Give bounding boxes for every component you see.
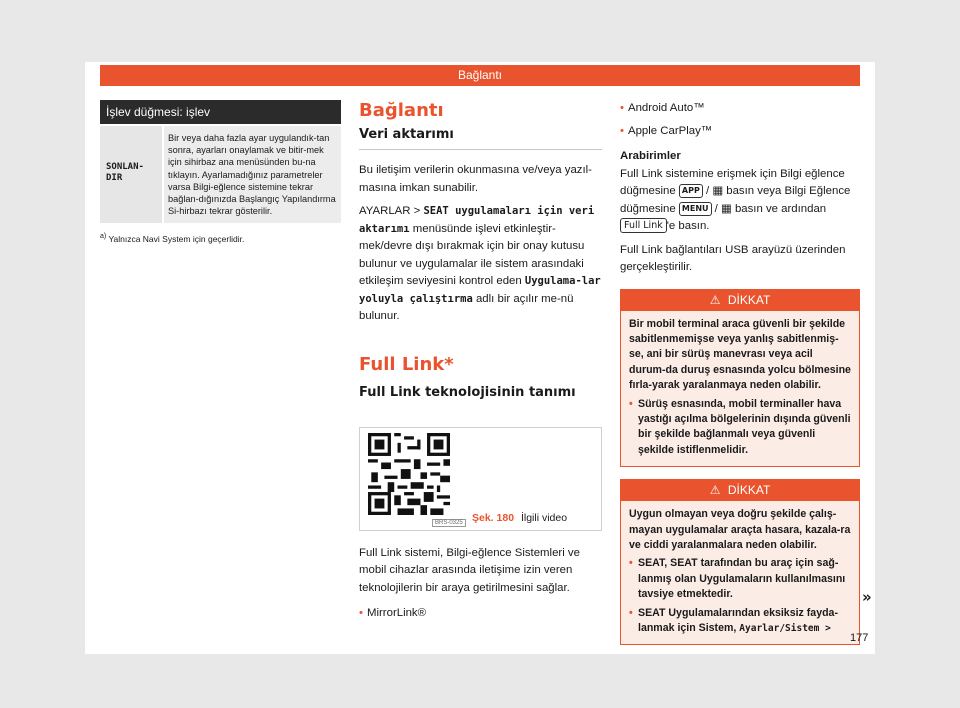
continue-arrow-icon: » xyxy=(862,588,872,606)
footnote xyxy=(100,233,341,244)
app-key-icon: APP xyxy=(679,184,703,198)
warning-title: DİKKAT xyxy=(727,483,771,498)
footnote-mark: a) xyxy=(100,233,107,241)
warning-title: DİKKAT xyxy=(727,292,771,307)
section-header-bar: Bağlantı xyxy=(100,65,860,86)
warning-triangle-icon: ⚠ xyxy=(709,483,721,498)
text: Full Link sistemine erişmek için Bilgi eğlence düğmesine xyxy=(620,167,845,197)
text: / xyxy=(711,202,722,215)
menu-key-icon: MENU xyxy=(679,202,712,216)
paragraph xyxy=(359,203,602,326)
text: menüsünde işlevi etkinleştir-mek/devre dışı bırakmak için bir onay kutusu bulunur ve uygulamalar ile sistem arasındaki etkileşim seviyesini kontrol eden xyxy=(359,222,585,287)
subsection-title-full-link-tanimi: Full Link teknolojisinin tanımı xyxy=(359,384,576,400)
warning-triangle-icon: ⚠ xyxy=(709,292,721,307)
column-3 xyxy=(620,100,860,645)
warning-text: Bir mobil terminal araca güvenli bir şekilde sabitlenmemişse veya yanlış sabitlenmiş-se, ani bir sürüş manevrası veya acil durum-da duruş esnasında yolcu bölmesine fırla-yarak yaralanmaya neden olabilir. xyxy=(629,317,851,392)
column-1 xyxy=(100,100,341,244)
menu-grid-icon: ▦ xyxy=(721,202,732,215)
paragraph: Full Link bağlantıları USB arayüzü üzerinden gerçekleştirilir. xyxy=(620,243,846,273)
footnote-text: Yalnızca Navi System için geçerlidir. xyxy=(108,234,245,245)
list-item: • MirrorLink® xyxy=(359,605,602,623)
table-header: İşlev düğmesi: işlev xyxy=(100,100,341,124)
figure-number: Şek. 180 xyxy=(472,511,515,524)
warning-bullet xyxy=(629,606,851,637)
figure-caption xyxy=(472,512,567,524)
section-title-baglanti: Bağlantı xyxy=(359,100,444,121)
table-key-line: SONLAN- xyxy=(106,162,144,172)
warning-bullet: • SEAT, SEAT tarafından bu araç için sağ-lanmış olan Uygulamaların kullanılmasını tavsiye etmektedir. xyxy=(629,556,851,602)
text: AYARLAR > xyxy=(359,205,424,217)
warning-header xyxy=(621,290,859,311)
list-item: • Apple CarPlay™ xyxy=(620,123,860,141)
menu-path: Ayarlar/Sistem > xyxy=(739,623,831,634)
text: SEAT Uygulamalarından eksiksiz fayda-lanmak için Sistem, xyxy=(638,606,838,634)
warning-body xyxy=(621,311,859,467)
text: basın ve ardından xyxy=(731,202,827,215)
column-2 xyxy=(359,100,602,623)
paragraph: Bu iletişim verilerin okunmasına ve/veya yazıl-masına imkan sunabilir. xyxy=(359,164,592,194)
text: basın veya Bilgi Eğlence düğmesine xyxy=(620,185,851,215)
menu-path: SEAT uygulamaları için veri aktarımı xyxy=(359,205,595,235)
interfaces-title: Arabirimler xyxy=(620,150,681,162)
warning-body xyxy=(621,501,859,644)
warning-box-1 xyxy=(620,289,860,468)
full-link-key: Full Link xyxy=(620,218,667,233)
figure-180 xyxy=(359,427,602,531)
menu-option: Uygulama-lar yoluyla çalıştırma xyxy=(359,275,601,305)
subsection-title-veri-aktarimi: Veri aktarımı xyxy=(359,127,602,150)
apps-grid-icon: ▦ xyxy=(712,185,724,197)
qr-code-icon xyxy=(368,433,450,515)
figure-caption-text: İlgili video xyxy=(520,511,568,524)
warning-box-2 xyxy=(620,479,860,645)
table-row xyxy=(100,126,341,223)
paragraph xyxy=(620,166,860,236)
figure-code: BRS-0325 xyxy=(432,519,466,527)
table-key xyxy=(100,126,162,223)
table-key-line: DIR xyxy=(106,173,123,183)
table-value: Bir veya daha fazla ayar uygulandık-tan sonra, ayarları onaylamak ve bitir-mek için sihirbaz ana menüsünden bu-na tıklayın. Ayarlamadığınız parametreler varsa Bilgi-eğlence sistemine tekrar bağlan-dığınızda Başlangıç Yapılandırma Si-hirbazı tekrar gösterilir. xyxy=(162,126,341,223)
warning-header xyxy=(621,480,859,501)
warning-text: Uygun olmayan veya doğru şekilde çalış-mayan uygulamalar araçta hasara, kazala-ra ve ciddi yaralanmalara neden olabilir. xyxy=(629,508,851,551)
section-title-full-link: Full Link* xyxy=(359,353,454,375)
text: adlı bir açılır me-nü bulunur. xyxy=(359,292,574,322)
paragraph: Full Link sistemi, Bilgi-eğlence Sistemleri ve mobil cihazlar arasında iletişime izin veren teknolojilerin bir araya getirilmesini sağlar. xyxy=(359,546,580,594)
warning-bullet: • Sürüş esnasında, mobil terminaller hava yastığı açılma bölgelerinin dışında güvenli bir şekilde bağlanmalı veya güvenli şekilde istiflenmelidir. xyxy=(629,397,851,459)
page-number: 177 xyxy=(850,632,869,644)
list-item: • Android Auto™ xyxy=(620,100,860,118)
text: 'e basın. xyxy=(666,220,710,232)
text: / xyxy=(702,185,713,197)
